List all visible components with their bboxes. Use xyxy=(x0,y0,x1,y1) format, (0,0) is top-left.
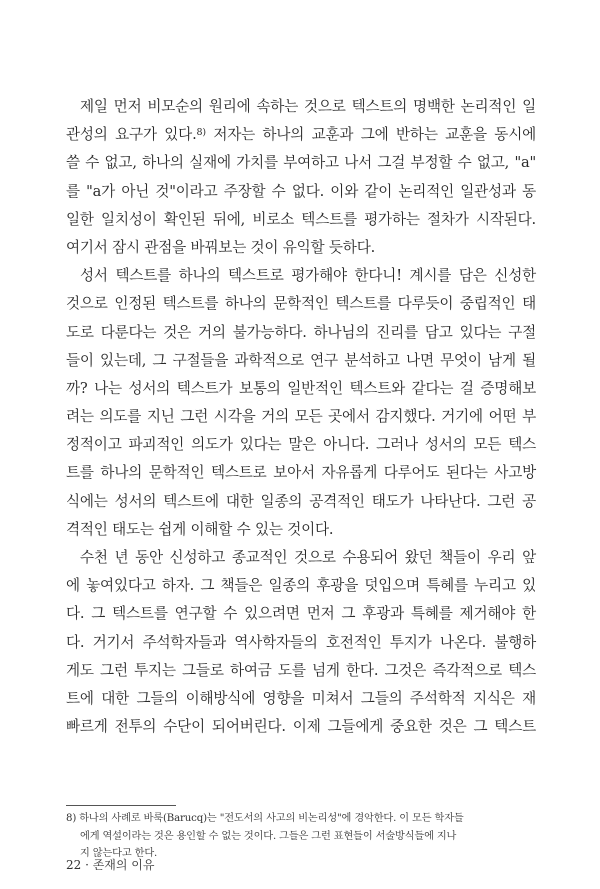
text-line: 다. 그 텍스트를 연구할 수 있으려면 먼저 그 후광과 특혜를 제거해야 한 xyxy=(66,605,536,623)
footnote-8 xyxy=(66,810,536,863)
text-line: 여기서 잠시 관점을 바꿔보는 것이 유익할 듯하다. xyxy=(66,238,376,256)
text-line: 빠르게 전투의 수단이 되어버린다. 이제 그들에게 중요한 것은 그 텍스트 xyxy=(66,718,536,736)
footnote-divider xyxy=(66,805,176,806)
paragraph-3 xyxy=(66,544,536,741)
footnote-ref-8[interactable]: 8) xyxy=(196,127,206,139)
text-line: 격적인 태도는 쉽게 이해할 수 있는 것이다. xyxy=(66,520,334,538)
page-number-folio: 22 · 존재의 이유 xyxy=(66,858,155,872)
text-line: 려는 의도를 지닌 그런 시각을 거의 모든 곳에서 감지했다. 거기에 어떤 부 xyxy=(66,408,536,426)
text-line: 제일 먼저 비모순의 원리에 속하는 것으로 텍스트의 명백한 논리적인 일 xyxy=(80,98,536,115)
text-line: 수천 년 동안 신성하고 종교적인 것으로 수용되어 왔던 책들이 우리 앞 xyxy=(80,549,536,566)
text-line: 다. 거기서 주석학자들과 역사학자들의 호전적인 투지가 나온다. 불행하 xyxy=(66,633,536,651)
text-line: 트에 대한 그들의 이해방식에 영향을 미쳐서 그들의 주석학적 지식은 재 xyxy=(66,689,536,707)
text-line: 관성의 요구가 있다.$^{8)}$ 저자는 하나의 교훈과 그에 반하는 교훈을 동시에 xyxy=(66,126,537,144)
text-line: 것으로 인정된 텍스트를 하나의 문학적인 텍스트를 다루듯이 중립적인 태 xyxy=(66,295,536,313)
text-line: 게도 그런 투지는 그들로 하여금 도를 넘게 한다. 그것은 즉각적으로 텍스 xyxy=(66,661,536,679)
footnote-line: 8) 하나의 사례로 바룩(Barucq)는 "전도서의 사고의 비논리성"에 경악한다. 이 모든 학자들 xyxy=(66,813,464,824)
paragraph-1 xyxy=(66,93,536,262)
text-line: 까? 나는 성서의 텍스트가 보통의 일반적인 텍스트와 같다는 걸 증명해보 xyxy=(66,379,536,397)
text-line: 도로 다룬다는 것은 거의 불가능하다. 하나님의 진리를 담고 있다는 구절 xyxy=(66,323,536,341)
text-line: 일한 일치성이 확인된 뒤에, 비로소 텍스트를 평가하는 절차가 시작된다. xyxy=(66,210,536,228)
footnote-line: 에게 역설이라는 것은 용인할 수 없는 것이다. 그들은 그런 표현들이 서술방식들에 지나 xyxy=(80,830,457,842)
text-line: 트를 하나의 문학적인 텍스트로 보아서 자유롭게 다루어도 된다는 사고방 xyxy=(66,464,536,482)
text-line: 성서 텍스트를 하나의 텍스트로 평가해야 한다니! 계시를 담은 신성한 xyxy=(80,267,536,285)
text-line: 식에는 성서의 텍스트에 대한 일종의 공격적인 태도가 나타난다. 그런 공 xyxy=(66,492,536,510)
text-line: 쓸 수 없고, 하나의 실재에 가치를 부여하고 나서 그걸 부정할 수 없고, "a" xyxy=(66,154,536,172)
body-text xyxy=(66,93,536,741)
text-line: 를 "a가 아닌 것"이라고 주장할 수 없다. 이와 같이 논리적인 일관성과 동 xyxy=(66,182,536,200)
text-line: 정적이고 파괴적인 의도가 있다는 말은 아니다. 그러나 성서의 모든 텍스 xyxy=(66,436,536,454)
footnote-line: 지 않는다고 한다. xyxy=(80,848,158,859)
text-line: 들이 있는데, 그 구절들을 과학적으로 연구 분석하고 나면 무엇이 남게 될 xyxy=(66,351,536,369)
paragraph-2 xyxy=(66,262,536,544)
text-line: 에 놓여있다고 하자. 그 책들은 일종의 후광을 덧입으며 특혜를 누리고 있 xyxy=(66,577,536,595)
